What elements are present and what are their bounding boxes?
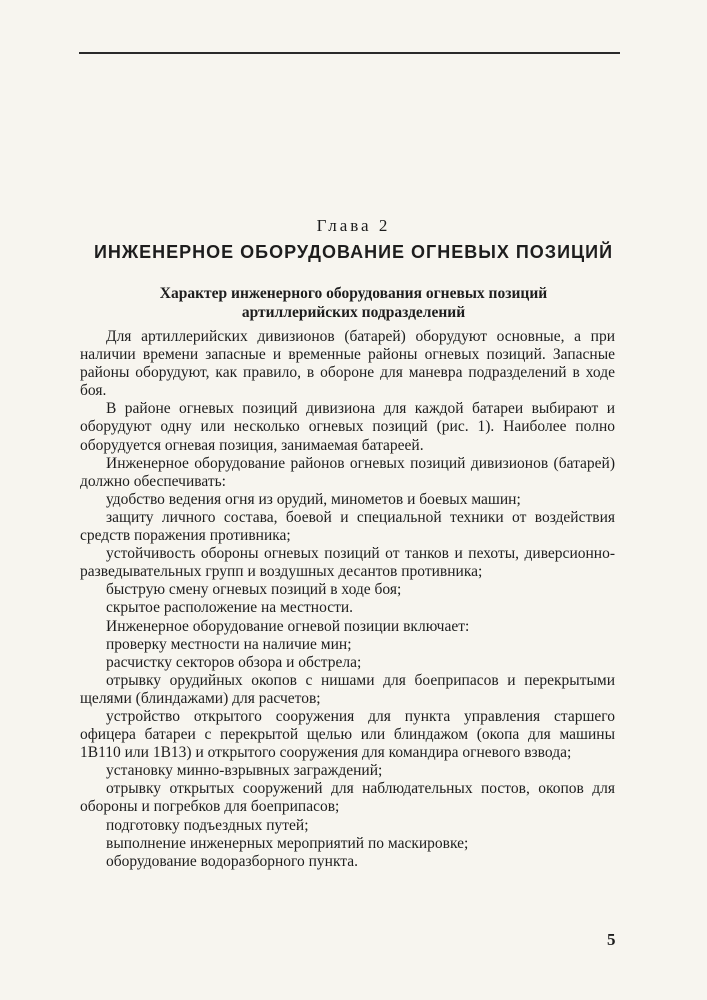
list-item: отрывку открытых сооружений для наблюдательных постов, окопов для обороны и погребков для боеприпасов; bbox=[80, 780, 615, 816]
paragraph: Для артиллерийских дивизионов (батарей) оборудуют основные, а при наличии времени запасные и временные районы огневых позиций. Запасные районы оборудуют, как правило, в обороне для маневра подразделений в ходе боя. bbox=[80, 328, 615, 400]
section-title-line-2: артиллерийских подразделений bbox=[241, 304, 466, 321]
body-text bbox=[80, 328, 615, 871]
list-item: удобство ведения огня из орудий, минометов и боевых машин; bbox=[106, 490, 521, 508]
section-title-line-1: Характер инженерного оборудования огневых позиций bbox=[159, 285, 548, 302]
list-item: выполнение инженерных мероприятий по маскировке; bbox=[106, 834, 469, 852]
list-item: быструю смену огневых позиций в ходе боя; bbox=[106, 581, 402, 599]
list-item: скрытое расположение на местности. bbox=[106, 599, 354, 617]
list-item: проверку местности на наличие мин; bbox=[106, 635, 352, 653]
paragraph: Инженерное оборудование районов огневых позиций дивизионов (батарей) должно обеспечивать: bbox=[80, 454, 615, 490]
list-item: устройство открытого сооружения для пункта управления старшего офицера батареи с перекрытой щелью или блиндажом (окопа для машины 1В110 или 1В13) и открытого сооружения для командира огневого взвода; bbox=[80, 707, 615, 762]
list-item: защиту личного состава, боевой и специальной техники от воздействия средств поражения противника; bbox=[80, 508, 615, 545]
paragraph: В районе огневых позиций дивизиона для каждой батареи выбирают и оборудуют одну или несколько огневых позиций (рис. 1). Наиболее полно оборудуется огневая позиция, занимаемая батареей. bbox=[80, 400, 615, 454]
chapter-label: Глава 2 bbox=[316, 216, 391, 235]
list-item: устойчивость обороны огневых позиций от танков и пехоты, диверсионно-разведывательных групп и воздушных десантов противника; bbox=[80, 545, 615, 581]
top-rule bbox=[79, 52, 620, 54]
section-title bbox=[80, 284, 627, 322]
list-item: установку минно-взрывных заграждений; bbox=[106, 762, 383, 780]
list-item: оборудование водоразборного пункта. bbox=[106, 852, 358, 870]
list-item: отрывку орудийных окопов с нишами для боеприпасов и перекрытыми щелями (блиндажами) для расчетов; bbox=[80, 671, 615, 707]
page-number: 5 bbox=[607, 930, 616, 949]
list-item: расчистку секторов обзора и обстрела; bbox=[106, 653, 362, 671]
paragraph: Инженерное оборудование огневой позиции включает: bbox=[106, 617, 470, 635]
chapter-title: ИНЖЕНЕРНОЕ ОБОРУДОВАНИЕ ОГНЕВЫХ ПОЗИЦИЙ bbox=[93, 242, 614, 262]
list-item: подготовку подъездных путей; bbox=[106, 816, 309, 834]
